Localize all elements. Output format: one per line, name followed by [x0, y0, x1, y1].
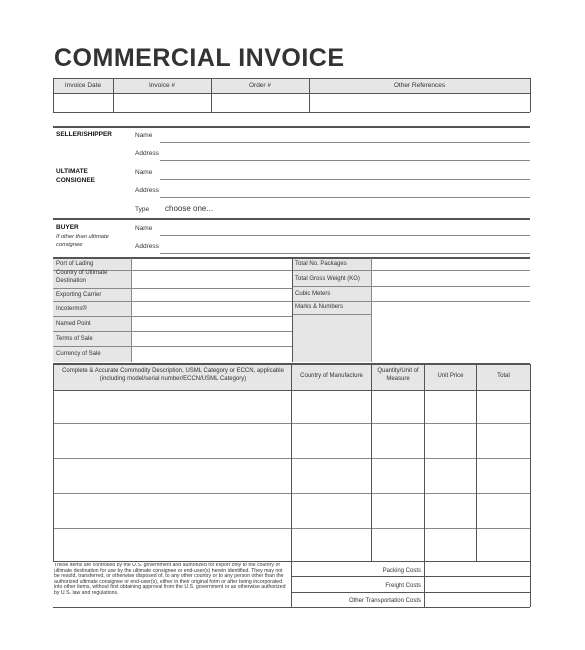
country-of-manufacture-header: Country of Manufacture [300, 373, 363, 379]
freight-costs-label: Freight Costs [385, 583, 421, 589]
cubic-meters-label: Cubic Meters [295, 291, 331, 297]
packing-costs-label: Packing Costs [382, 568, 421, 574]
buyer-label: BUYER [56, 224, 79, 231]
exporting-carrier-label: Exporting Carrier [56, 292, 102, 298]
export-disclaimer: These items are controlled by the U.S. government and authorized for export only to the country of ultimate destination for use by the ultimate consignee or end-user(s) herein identified. They may not be resold, transferred, or otherwise disposed of, to any other country or to any person other than the authorized ultimate consignee or end-user(s), either in their original form or after being incorporated into other items, without first obtaining approval from the U.S. government or as otherwise authorized by U.S. law and regulations. [54, 563, 286, 596]
header-order-number: Order # [248, 82, 272, 89]
incoterms-label: Incoterms® [56, 306, 87, 312]
consignee-address-label: Address [135, 187, 159, 194]
port-of-lading-label: Port of Lading [56, 261, 94, 267]
buyer-address-field[interactable] [160, 241, 530, 253]
named-point-label: Named Point [56, 321, 91, 327]
currency-of-sale-label: Currency of Sale [56, 351, 101, 357]
seller-address-label: Address [135, 150, 159, 157]
packing-costs-field[interactable] [425, 562, 530, 576]
page-title: COMMERCIAL INVOICE [54, 44, 345, 72]
consignee-label-line1: ULTIMATE [56, 168, 88, 175]
item-row-1[interactable] [54, 391, 530, 423]
header-invoice-number: Invoice # [148, 82, 176, 89]
currency-of-sale-field[interactable] [132, 347, 291, 361]
seller-address-field[interactable] [160, 148, 530, 160]
seller-name-label: Name [135, 132, 153, 139]
item-row-3[interactable] [54, 459, 530, 493]
consignee-type-label: Type [135, 206, 150, 213]
order-number-field[interactable] [212, 94, 308, 111]
buyer-address-label: Address [135, 243, 159, 250]
header-other-references: Other References [393, 82, 446, 89]
invoice-number-field[interactable] [114, 94, 210, 111]
consignee-label-line2: CONSIGNEE [56, 177, 96, 184]
buyer-name-field[interactable] [160, 223, 530, 235]
named-point-field[interactable] [132, 317, 291, 331]
total-gross-weight-label: Total Gross Weight (KG) [295, 276, 360, 282]
total-header: Total [497, 373, 510, 379]
description-header: Complete & Accurate Commodity Description, USML Category or ECCN, applicable (including model/serial number/ECCN/USML Category) [62, 368, 284, 382]
terms-of-sale-label: Terms of Sale [56, 336, 93, 342]
marks-numbers-field[interactable] [372, 302, 530, 361]
total-packages-field[interactable] [372, 258, 530, 270]
header-invoice-date: Invoice Date [64, 82, 102, 89]
country-of-destination-label: Country of Ultimate Destination [56, 270, 108, 284]
item-row-5[interactable] [54, 529, 530, 561]
item-row-4[interactable] [54, 494, 530, 528]
country-of-destination-field[interactable] [132, 271, 291, 288]
buyer-note-line2: consignee [56, 242, 83, 248]
other-transport-costs-field[interactable] [425, 593, 530, 607]
consignee-address-field[interactable] [160, 185, 530, 197]
cubic-meters-field[interactable] [372, 287, 530, 301]
freight-costs-field[interactable] [425, 577, 530, 592]
total-packages-label: Total No. Packages [295, 261, 347, 267]
seller-name-field[interactable] [160, 130, 530, 142]
unit-price-header: Unit Price [437, 373, 464, 379]
marks-numbers-label: Marks & Numbers [295, 304, 344, 310]
seller-label: SELLER/SHIPPER [56, 131, 112, 138]
consignee-type-select[interactable]: choose one... [165, 204, 214, 213]
item-row-2[interactable] [54, 424, 530, 458]
buyer-name-label: Name [135, 225, 153, 232]
other-transport-costs-label: Other Transportation Costs [348, 598, 421, 604]
quantity-unit-header: Quantity/Unit of Measure [377, 368, 419, 382]
total-gross-weight-field[interactable] [372, 271, 530, 286]
invoice-date-field[interactable] [54, 94, 112, 111]
buyer-note-line1: If other than ultimate [56, 234, 109, 240]
consignee-name-field[interactable] [160, 167, 530, 179]
port-of-lading-field[interactable] [132, 258, 291, 270]
other-references-field[interactable] [310, 94, 529, 111]
terms-of-sale-field[interactable] [132, 332, 291, 346]
consignee-name-label: Name [135, 169, 153, 176]
incoterms-field[interactable] [132, 302, 291, 316]
exporting-carrier-field[interactable] [132, 289, 291, 301]
